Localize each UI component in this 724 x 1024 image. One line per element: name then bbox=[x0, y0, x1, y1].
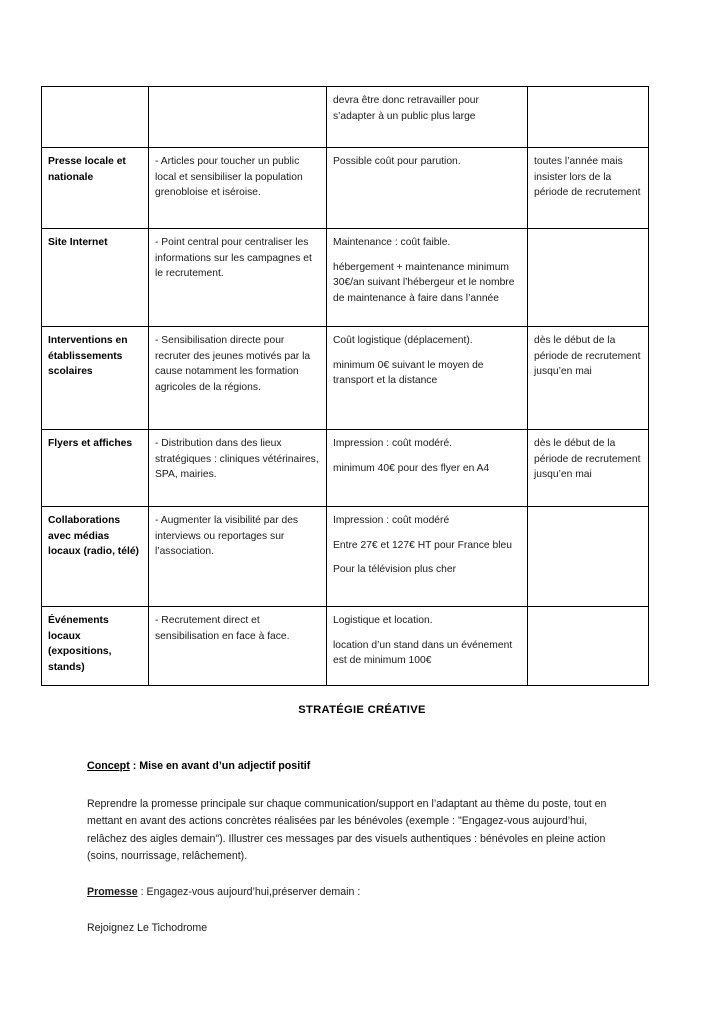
cell-cost bbox=[327, 87, 528, 148]
cell-channel: Interventions en établissements scolaires bbox=[42, 327, 149, 430]
cell-cost bbox=[327, 229, 528, 327]
cell-description: - Articles pour toucher un public local et sensibiliser la population grenobloise et iséroise. bbox=[149, 148, 327, 229]
cost-line: location d’un stand dans un événement est de minimum 100€ bbox=[333, 639, 513, 667]
cell-channel: Collaborations avec médias locaux (radio, télé) bbox=[42, 507, 149, 607]
cell-cost bbox=[327, 430, 528, 507]
table-row bbox=[42, 430, 649, 507]
concept-label: Concept bbox=[87, 760, 130, 772]
cost-line: Entre 27€ et 127€ HT pour France bleu bbox=[333, 539, 512, 551]
cell-description bbox=[149, 87, 327, 148]
concept-line bbox=[87, 758, 609, 775]
cost-line: Logistique et location. bbox=[333, 615, 433, 626]
communication-channels-table bbox=[41, 86, 649, 686]
cell-description: - Distribution dans des lieux stratégiques : cliniques vétérinaires, SPA, mairies. bbox=[149, 430, 327, 507]
cell-timing: toutes l’année mais insister lors de la période de recrutement bbox=[528, 148, 649, 229]
table-body bbox=[42, 87, 649, 686]
table-row bbox=[42, 327, 649, 430]
cell-timing bbox=[528, 607, 649, 686]
cell-description: - Augmenter la visibilité par des interviews ou reportages sur l’association. bbox=[149, 507, 327, 607]
cost-line: Pour la télévision plus cher bbox=[333, 564, 457, 576]
table-row bbox=[42, 148, 649, 229]
cell-channel: Flyers et affiches bbox=[42, 430, 149, 507]
cell-timing bbox=[528, 229, 649, 327]
cell-timing: dès le début de la période de recrutement jusqu’en mai bbox=[528, 430, 649, 507]
cost-line: minimum 0€ suivant le moyen de transport et la distance bbox=[333, 359, 484, 387]
cost-line: minimum 40€ pour des flyer en A4 bbox=[333, 462, 490, 474]
creative-strategy-body bbox=[87, 758, 609, 937]
cell-channel: Presse locale et nationale bbox=[42, 148, 149, 229]
signature-line: Rejoignez Le Tichodrome bbox=[87, 922, 208, 935]
promesse-label: Promesse bbox=[87, 885, 138, 898]
cell-description: - Sensibilisation directe pour recruter des jeunes motivés par la cause notamment les formation agricoles de la régions. bbox=[149, 327, 327, 430]
cell-cost bbox=[327, 607, 528, 686]
cost-line: Impression : coût modéré. bbox=[333, 438, 453, 449]
concept-separator: : bbox=[129, 760, 140, 772]
cell-timing bbox=[528, 87, 649, 148]
cell-timing bbox=[528, 507, 649, 607]
cost-line: Coût logistique (déplacement). bbox=[333, 335, 473, 346]
strategy-paragraph: Reprendre la promesse principale sur chaque communication/support en l’adaptant au thème du poste, tout en mettant en avant des actions concrètes réalisées par les bénévoles (exemple : "Engagez-vous aujourd’hui, relâchez des aigles demain"). Illustrer ces messages par des visuels authentiques : bénévoles en pleine action (soins, nourrissage, relâchement). bbox=[87, 798, 607, 862]
cell-description: - Point central pour centraliser les informations sur les campagnes et le recrutement. bbox=[149, 229, 327, 327]
cell-channel: Site Internet bbox=[42, 229, 149, 327]
cell-description: - Recrutement direct et sensibilisation en face à face. bbox=[149, 607, 327, 686]
promesse-line bbox=[87, 884, 609, 901]
table-row bbox=[42, 507, 649, 607]
cost-line: Impression : coût modéré bbox=[333, 515, 450, 526]
cost-line: Possible coût pour parution. bbox=[333, 156, 461, 167]
table-row bbox=[42, 87, 649, 148]
cost-line: Maintenance : coût faible. bbox=[333, 237, 451, 248]
promesse-value: Engagez-vous aujourd’hui,préserver demain : bbox=[146, 885, 361, 898]
cell-channel: Événements locaux (expositions, stands) bbox=[42, 607, 149, 686]
section-heading: STRATÉGIE CRÉATIVE bbox=[298, 704, 426, 716]
table-row bbox=[42, 229, 649, 327]
promesse-separator: : bbox=[137, 885, 147, 898]
cost-line: devra être donc retravailler pour s’adapter à un public plus large bbox=[333, 95, 479, 122]
cell-channel bbox=[42, 87, 149, 148]
table-row bbox=[42, 607, 649, 686]
cell-cost bbox=[327, 148, 528, 229]
cell-cost bbox=[327, 507, 528, 607]
concept-value: Mise en avant d’un adjectif positif bbox=[139, 760, 311, 772]
cost-line: hébergement + maintenance minimum 30€/an suivant l’hébergeur et le nombre de maintenance à faire dans l’année bbox=[333, 261, 515, 304]
cell-cost bbox=[327, 327, 528, 430]
cell-timing: dès le début de la période de recrutement jusqu’en mai bbox=[528, 327, 649, 430]
